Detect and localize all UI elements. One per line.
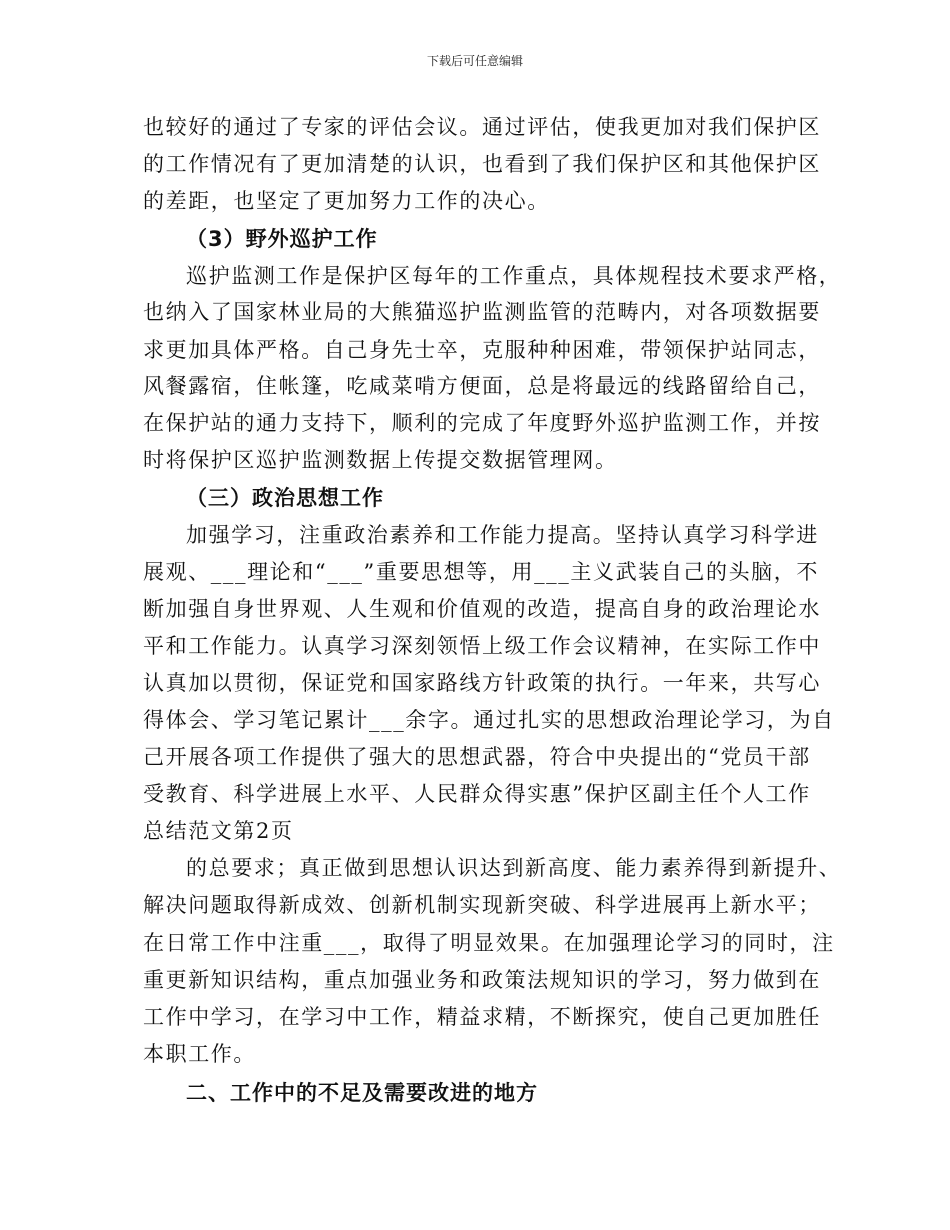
paragraph-line: 巡护监测工作是保护区每年的工作重点，具体规程技术要求严格， <box>186 264 842 288</box>
paragraph-line: 重更新知识结构，重点加强业务和政策法规知识的学习，努力做到在 <box>143 968 821 992</box>
section-heading: （三）政治思想工作 <box>186 486 384 510</box>
paragraph-line: 加强学习，注重政治素养和工作能力提高。坚持认真学习科学进 <box>186 523 819 547</box>
paragraph-line: 在保护站的通力支持下，顺利的完成了年度野外巡护监测工作，并按 <box>143 411 821 435</box>
paragraph-line: 在日常工作中注重___，取得了明显效果。在加强理论学习的同时，注 <box>143 931 835 955</box>
paragraph-line: 己开展各项工作提供了强大的思想武器，符合中央提出的“党员干部 <box>143 745 811 769</box>
section-heading: （3）野外巡护工作 <box>186 227 378 251</box>
paragraph-line: 风餐露宿，住帐篷，吃咸菜啃方便面，总是将最远的线路留给自己， <box>143 374 821 398</box>
paragraph-line: 展观、___理论和“___”重要思想等，用___主义武装自己的头脑，不 <box>143 560 819 584</box>
paragraph-line: 得体会、学习笔记累计___余字。通过扎实的思想政治理论学习，为自 <box>143 708 835 732</box>
paragraph-line: 的差距，也坚定了更加努力工作的决心。 <box>143 189 550 213</box>
paragraph-line: 的工作情况有了更加清楚的认识，也看到了我们保护区和其他保护区 <box>143 152 821 176</box>
paragraph-line: 认真加以贯彻，保证党和国家路线方针政策的执行。一年来，共写心 <box>143 671 821 695</box>
paragraph-line: 本职工作。 <box>143 1042 256 1066</box>
paragraph-line: 时将保护区巡护监测数据上传提交数据管理网。 <box>143 448 618 472</box>
section-heading: 二、工作中的不足及需要改进的地方 <box>186 1081 538 1105</box>
page-header: 下载后可任意编辑 <box>426 54 523 68</box>
paragraph-line: 断加强自身世界观、人生观和价值观的改造，提高自身的政治理论水 <box>143 597 821 621</box>
paragraph-line: 总结范文第2页 <box>143 819 294 843</box>
paragraph-line: 的总要求；真正做到思想认识达到新高度、能力素养得到新提升、 <box>186 856 842 880</box>
paragraph-line: 也纳入了国家林业局的大熊猫巡护监测监管的范畴内，对各项数据要 <box>143 300 821 324</box>
paragraph-line: 求更加具体严格。自己身先士卒，克服种种困难，带领保护站同志， <box>143 338 821 362</box>
paragraph-line: 也较好的通过了专家的评估会议。通过评估，使我更加对我们保护区 <box>143 115 821 139</box>
paragraph-line: 平和工作能力。认真学习深刻领悟上级工作会议精神，在实际工作中 <box>143 634 821 658</box>
paragraph-line: 工作中学习，在学习中工作，精益求精，不断探究，使自己更加胜任 <box>143 1005 821 1029</box>
paragraph-line: 受教育、科学进展上水平、人民群众得实惠”保护区副主任个人工作 <box>143 782 811 806</box>
paragraph-line: 解决问题取得新成效、创新机制实现新突破、科学进展再上新水平； <box>143 893 821 917</box>
